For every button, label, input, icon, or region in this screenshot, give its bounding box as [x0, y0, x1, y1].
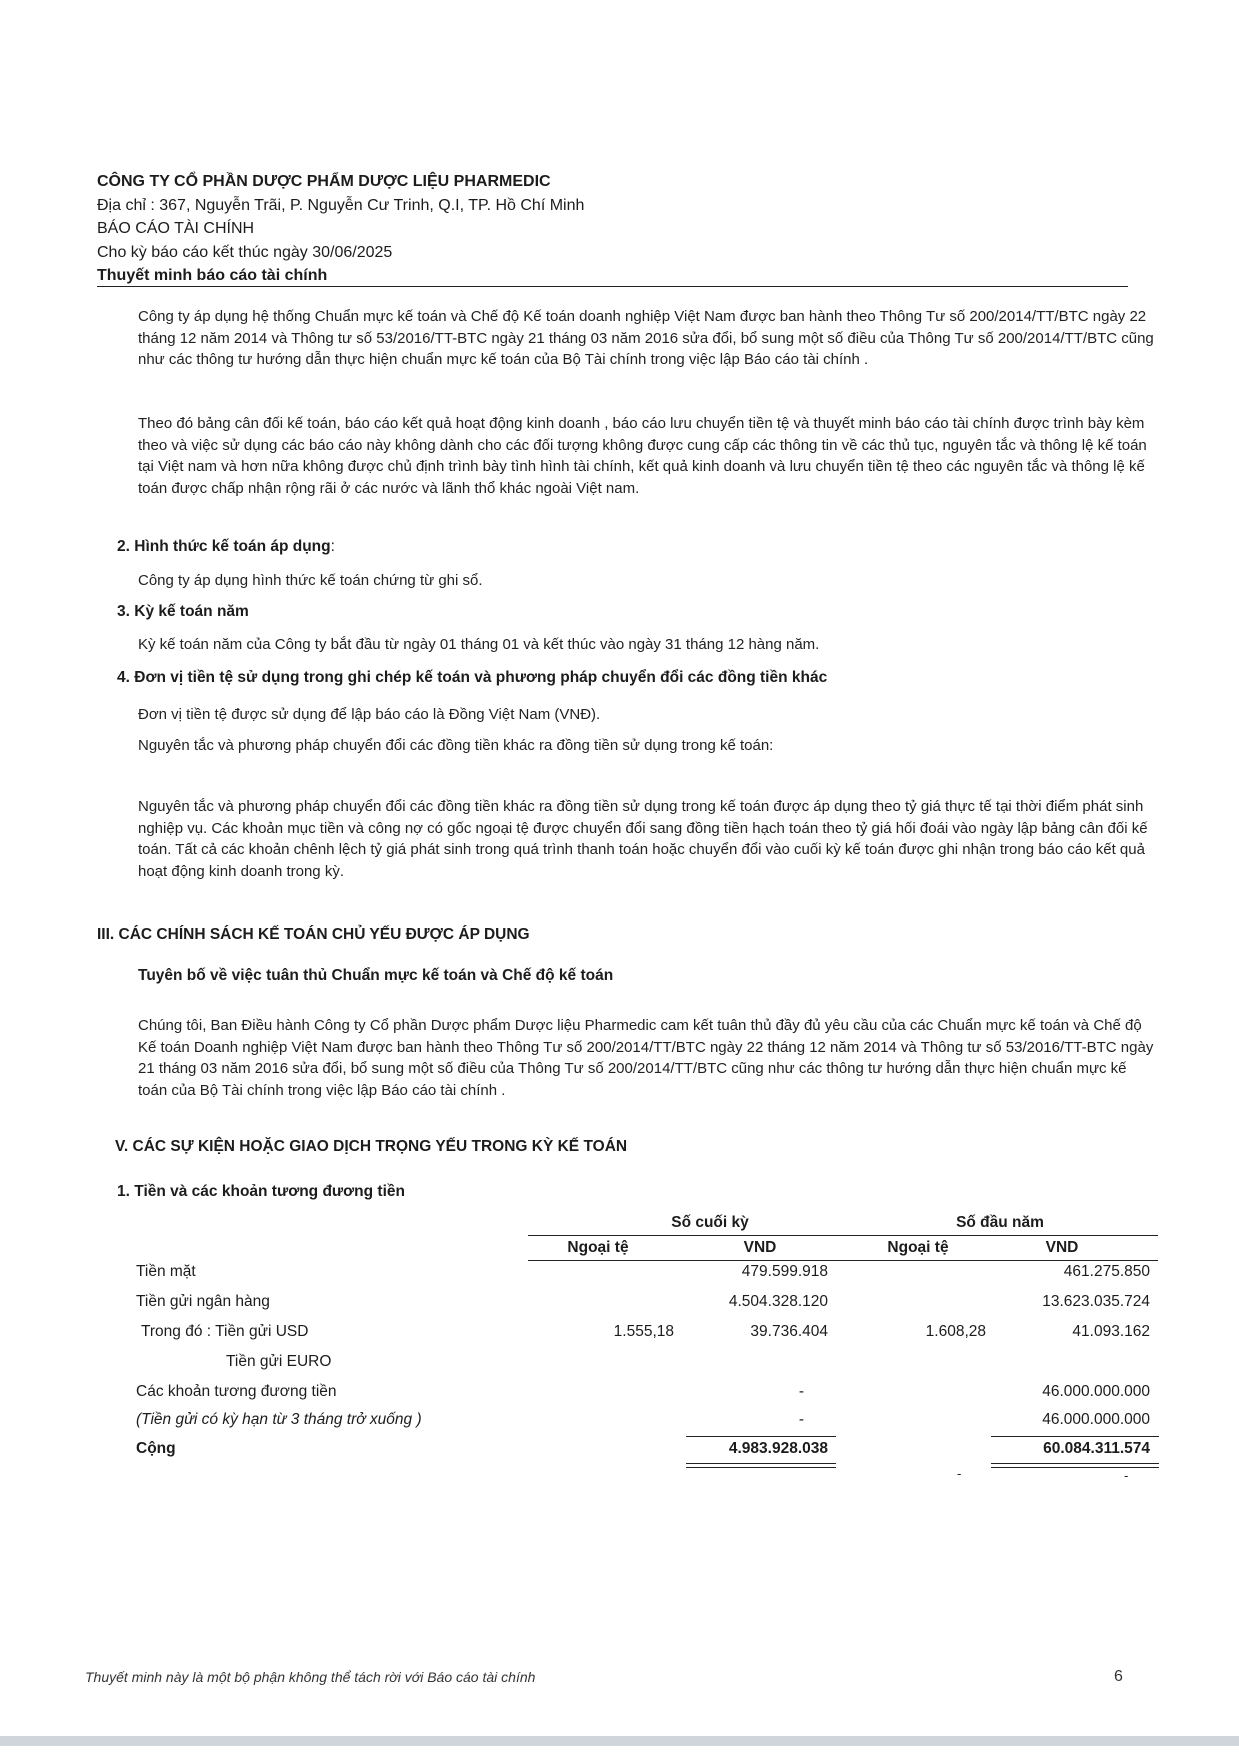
row-label: Tiền gửi EURO — [226, 1353, 332, 1370]
row-vnd-year-start: 41.093.162 — [1072, 1323, 1150, 1340]
footer-note: Thuyết minh này là một bộ phận không thể tách rời với Báo cáo tài chính — [85, 1669, 536, 1685]
row-label: (Tiền gửi có kỳ hạn từ 3 tháng trở xuống ) — [136, 1411, 422, 1428]
report-header — [97, 170, 1127, 288]
row-fx-year-start: 1.608,28 — [925, 1323, 986, 1340]
row-label: Tiền mặt — [136, 1263, 196, 1280]
section-3-text: Kỳ kế toán năm của Công ty bắt đầu từ ngày 01 tháng 01 và kết thúc vào ngày 31 tháng 12 hàng năm. — [138, 636, 820, 653]
below-total-mark-1: - — [957, 1466, 962, 1481]
total-double-rule-2a — [991, 1463, 1159, 1464]
section-title: Hình thức kế toán áp dụng — [134, 538, 331, 555]
row-vnd-year-start: 461.275.850 — [1063, 1263, 1150, 1280]
column-header-vnd-2: VND — [1045, 1239, 1079, 1256]
row-vnd-year-start: 46.000.000.000 — [1042, 1383, 1150, 1400]
section-number: V. — [115, 1138, 129, 1155]
section-iii-subtitle: Tuyên bố về việc tuân thủ Chuẩn mực kế toán và Chế độ kế toán — [138, 967, 614, 984]
total-vnd-year-start: 60.084.311.574 — [1043, 1440, 1150, 1457]
page-number: 6 — [1114, 1668, 1123, 1685]
item-title: Tiền và các khoản tương đương tiền — [134, 1183, 405, 1200]
total-double-rule-1b — [686, 1467, 836, 1468]
row-label: Tiền gửi ngân hàng — [136, 1293, 270, 1310]
total-vnd-period-end: 4.983.928.038 — [728, 1440, 828, 1457]
row-vnd-period-end: 479.599.918 — [741, 1263, 828, 1280]
report-period: Cho kỳ báo cáo kết thúc ngày 30/06/2025 — [97, 243, 393, 261]
section-4-text-1: Đơn vị tiền tệ được sử dụng để lập báo cáo là Đồng Việt Nam (VNĐ). — [138, 706, 601, 723]
total-double-rule-2b — [991, 1467, 1159, 1468]
column-header-rule — [528, 1260, 1158, 1261]
section-title: Thuyết minh báo cáo tài chính — [97, 267, 328, 284]
section-4-heading — [117, 669, 827, 687]
total-rule-top-2 — [991, 1436, 1159, 1437]
section-number: 4. — [117, 669, 130, 686]
column-header-foreign-currency: Ngoại tệ — [567, 1239, 629, 1256]
section-3-heading — [117, 603, 249, 621]
section-title: CÁC CHÍNH SÁCH KẾ TOÁN CHỦ YẾU ĐƯỢC ÁP DỤNG — [118, 926, 530, 943]
section-4-text-2: Nguyên tắc và phương pháp chuyển đổi các đồng tiền khác ra đồng tiền sử dụng trong kế toán: — [138, 737, 774, 754]
section-v-item-heading — [117, 1183, 405, 1201]
section-2-heading — [117, 538, 335, 556]
total-rule-top-1 — [686, 1436, 836, 1437]
section-number: III. — [97, 926, 115, 943]
section-iii-paragraph: Chúng tôi, Ban Điều hành Công ty Cổ phần Dược phẩm Dược liệu Pharmedic cam kết tuân thủ đầy đủ yêu cầu của các Chuẩn mực kế toán và Chế độ Kế toán Doanh nghiệp Việt Nam được ban hành theo Thông Tư số 200/2014/TT/BTC ngày 22 tháng 12 năm 2014 và Thông tư số 53/2016/TT-BTC ngày 21 tháng 03 năm 2016 sửa đổi, bổ sung một số điều của Thông Tư số 200/2014/TT/BTC cũng như các thông tư hướng dẫn thực hiện chuẩn mực kế toán của Bộ Tài chính trong việc lập Báo cáo tài chính . — [138, 1017, 1154, 1099]
intro-paragraph-2: Theo đó bảng cân đối kế toán, báo cáo kết quả hoạt động kinh doanh , báo cáo lưu chuyển tiền tệ và thuyết minh báo cáo tài chính được trình bày kèm theo và việc sử dụng các báo cáo này không dành cho các đối tượng không được cung cấp các thông tin về các thủ tục, nguyên tắc và thông lệ kế toán tại Việt nam và hơn nữa không được chủ định trình bày tình hình tài chính, kết quả kinh doanh và lưu chuyển tiền tệ theo các nguyên tắc và thông lệ kế toán được chấp nhận rộng rãi ở các nước và lãnh thổ khác ngoài Việt nam. — [138, 415, 1147, 497]
below-total-mark-2: - — [1124, 1468, 1129, 1483]
section-number: 2. — [117, 538, 130, 555]
row-vnd-period-end: 39.736.404 — [750, 1323, 828, 1340]
row-label: Trong đó : Tiền gửi USD — [141, 1323, 309, 1340]
group-header-year-start: Số đầu năm — [956, 1214, 1044, 1231]
section-4-paragraph: Nguyên tắc và phương pháp chuyển đổi các đồng tiền khác ra đồng tiền sử dụng trong kế toán được áp dụng theo tỷ giá thực tế tại thời điểm phát sinh nghiệp vụ. Các khoản mục tiền và công nợ có gốc ngoại tệ được chuyển đổi sang đồng tiền hạch toán theo tỷ giá hối đoái vào ngày lập bảng cân đối kế toán. Tất cả các khoản chênh lệch tỷ giá phát sinh trong quá trình thanh toán hoặc chuyển đổi vào cuối kỳ kế toán được ghi nhận trong báo cáo kết quả hoạt động kinh doanh trong kỳ. — [138, 798, 1148, 880]
section-title: CÁC SỰ KIỆN HOẶC GIAO DỊCH TRỌNG YẾU TRONG KỲ KẾ TOÁN — [132, 1138, 628, 1155]
section-v-heading — [115, 1138, 627, 1156]
report-title: BÁO CÁO TÀI CHÍNH — [97, 220, 255, 237]
column-header-foreign-currency-2: Ngoại tệ — [887, 1239, 949, 1256]
company-name: CÔNG TY CỔ PHẦN DƯỢC PHẨM DƯỢC LIỆU PHARMEDIC — [97, 173, 551, 190]
row-label: Các khoản tương đương tiền — [136, 1383, 337, 1400]
section-iii-heading — [97, 926, 530, 944]
item-number: 1. — [117, 1183, 130, 1200]
total-label: Cộng — [136, 1440, 176, 1457]
scan-bottom-edge — [0, 1736, 1239, 1746]
section-colon: : — [330, 538, 335, 555]
row-vnd-year-start: 13.623.035.724 — [1042, 1293, 1150, 1310]
row-vnd-period-end: 4.504.328.120 — [728, 1293, 828, 1310]
section-2-text: Công ty áp dụng hình thức kế toán chứng từ ghi sổ. — [138, 572, 483, 589]
section-title: Kỳ kế toán năm — [134, 603, 249, 620]
section-number: 3. — [117, 603, 130, 620]
company-address: Địa chỉ : 367, Nguyễn Trãi, P. Nguyễn Cư Trinh, Q.I, TP. Hồ Chí Minh — [97, 196, 585, 214]
row-vnd-year-start: 46.000.000.000 — [1042, 1411, 1150, 1428]
row-vnd-period-end: - — [798, 1411, 804, 1428]
header-rule — [97, 286, 1128, 287]
group-header-rule — [528, 1235, 1158, 1236]
row-fx-period-end: 1.555,18 — [613, 1323, 674, 1340]
total-double-rule-1a — [686, 1463, 836, 1464]
column-header-vnd: VND — [743, 1239, 777, 1256]
row-vnd-period-end: - — [798, 1383, 804, 1400]
group-header-period-end: Số cuối kỳ — [671, 1214, 749, 1231]
intro-paragraph-1: Công ty áp dụng hệ thống Chuẩn mực kế toán và Chế độ Kế toán doanh nghiệp Việt Nam được ban hành theo Thông Tư số 200/2014/TT/BTC ngày 22 tháng 12 năm 2014 và Thông tư số 53/2016/TT-BTC ngày 21 tháng 03 năm 2016 sửa đổi, bổ sung một số điều của Thông Tư số 200/2014/TT/BTC cũng như các thông tư hướng dẫn thực hiện chuẩn mực kế toán của Bộ Tài chính trong việc lập Báo cáo tài chính . — [138, 308, 1154, 368]
section-title: Đơn vị tiền tệ sử dụng trong ghi chép kế toán và phương pháp chuyển đổi các đồng tiền khác — [134, 669, 828, 686]
